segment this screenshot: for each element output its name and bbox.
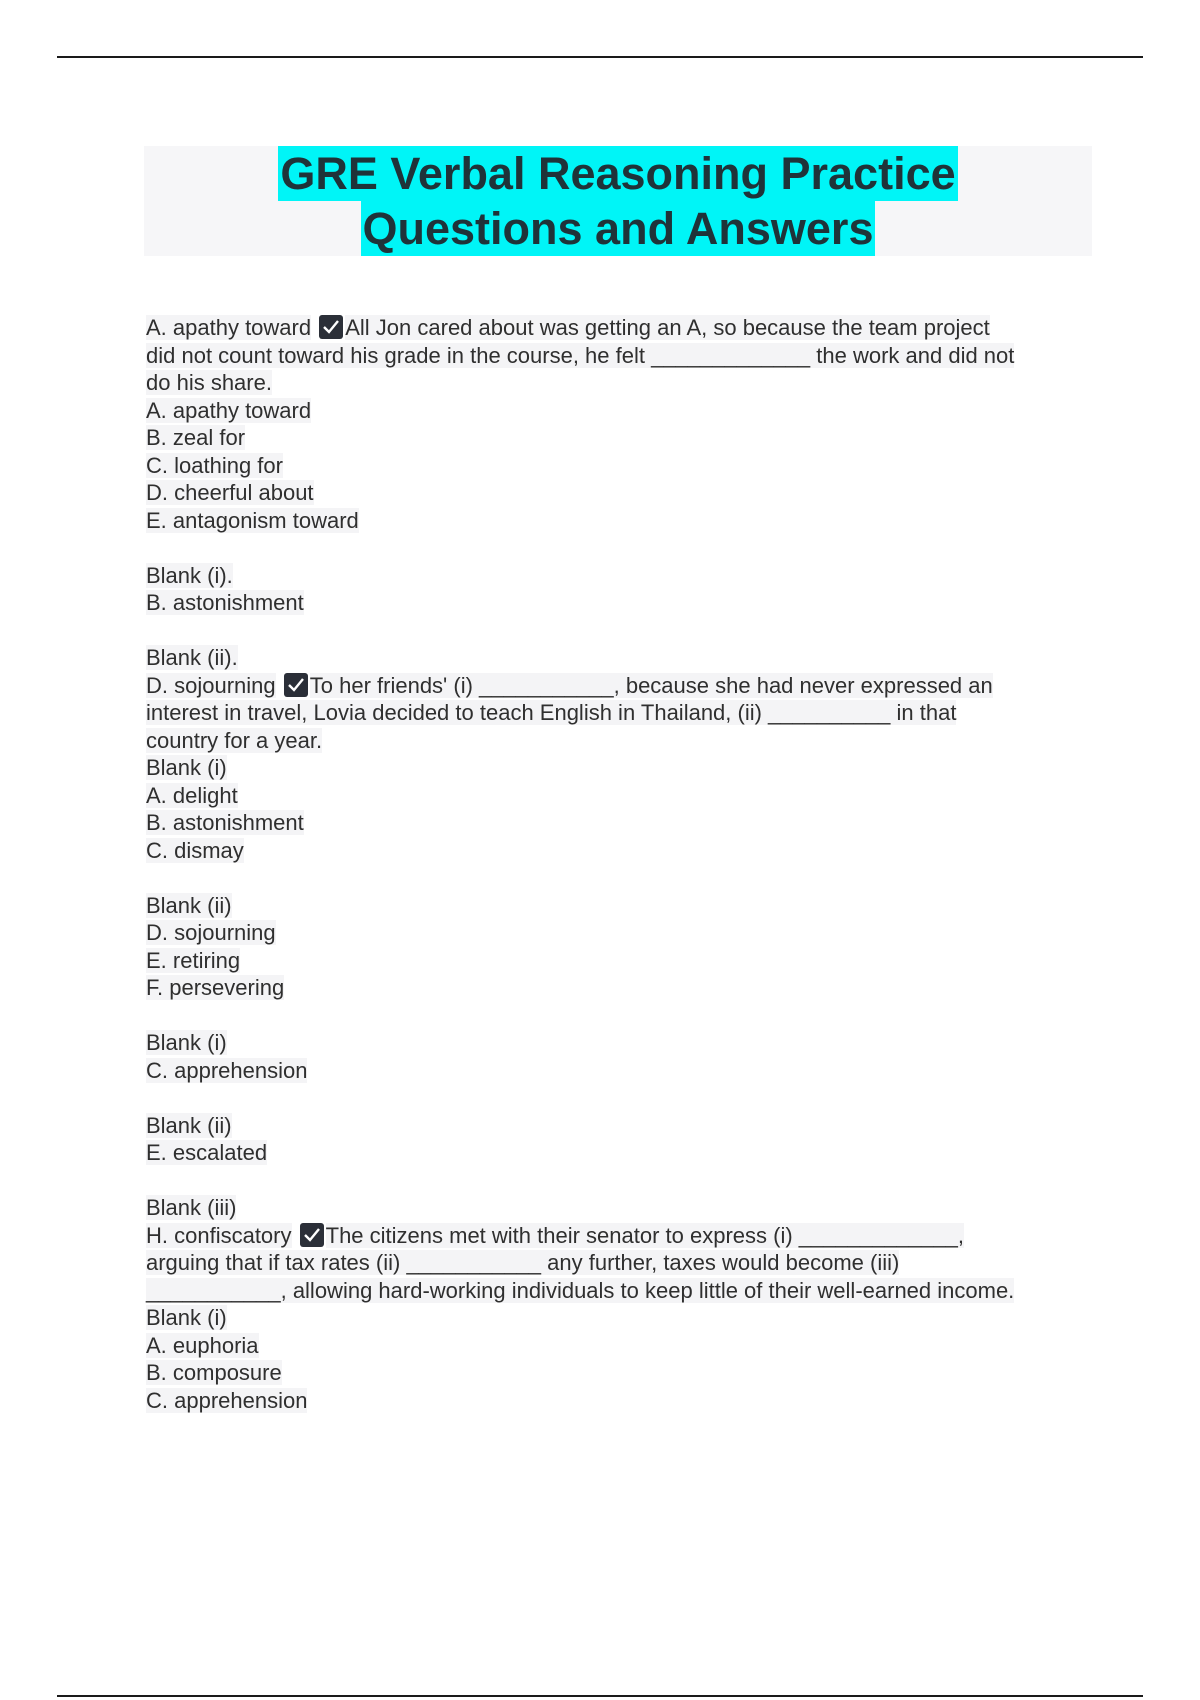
q3-blank1-answer-row [146,1057,1092,1085]
list-item [146,452,1092,480]
q1-stem-line-1: All Jon cared about was getting an A, so because the team project [345,315,990,340]
check-icon [284,673,308,697]
title-line-1: GRE Verbal Reasoning Practice [280,148,956,199]
q2-blank2-label: Blank (ii). [146,645,238,670]
q3-option-a: A. euphoria [146,1332,259,1358]
q2-blank1-label: Blank (i). [146,562,233,588]
q2-blank1-heading: Blank (i) [146,755,227,780]
q2-answer-line [146,672,1092,700]
q2-blank1-heading-row [146,754,1092,782]
q3-blank2-answer: E. escalated [146,1140,268,1165]
document-body [146,314,1092,1414]
list-item [146,837,1092,865]
list-item [146,974,1092,1002]
q2-blank1-label-row [146,562,1092,590]
q3-answer-line [146,1222,1092,1250]
list-item [146,507,1092,535]
q3-blank2-label-row [146,1112,1092,1140]
q2-stem-line-3-row [146,727,1092,755]
q1-stem-line-3: do his share. [146,370,272,395]
check-icon [300,1223,324,1247]
q3-stem-line-2: arguing that if tax rates (ii) ___________ any further, taxes would become (iii) [146,1250,900,1275]
list-item [146,809,1092,837]
list-item [146,947,1092,975]
q2-stem-line-3: country for a year. [146,727,323,753]
q1-option-d: D. cheerful about [146,480,314,505]
q3-blank2-label: Blank (ii) [146,1112,232,1138]
q2-option-c: C. dismay [146,837,244,863]
q1-option-a: A. apathy toward [146,397,312,423]
q1-stem-line-3-row [146,369,1092,397]
q3-blank1-label: Blank (i) [146,1030,227,1055]
bottom-rule [57,1695,1143,1697]
q1-answer-line [146,314,1092,342]
q2-blank1-answer: B. astonishment [146,590,304,615]
check-icon [319,315,343,339]
q3-blank3-label: Blank (iii) [146,1195,237,1220]
q3-blank1-heading: Blank (i) [146,1305,227,1330]
q2-stem-line-2-row [146,699,1092,727]
q3-blank3-label-row [146,1194,1092,1222]
q3-stem-line-2-row [146,1249,1092,1277]
list-item [146,919,1092,947]
q2-option-e: E. retiring [146,947,241,973]
q2-blank2-heading: Blank (ii) [146,892,232,918]
q1-option-b: B. zeal for [146,425,246,450]
q3-stem-line-3-row [146,1277,1092,1305]
q3-option-c: C. apprehension [146,1387,308,1413]
q3-stem-line-3: ___________, allowing hard-working individuals to keep little of their well-earned income. [146,1277,1015,1303]
list-item [146,1359,1092,1387]
q1-option-c: C. loathing for [146,452,283,478]
q1-option-e: E. antagonism toward [146,507,359,533]
q2-option-a: A. delight [146,782,238,808]
title-band [144,146,1092,256]
list-item [146,782,1092,810]
q1-answer: A. apathy toward [146,315,312,340]
top-rule [57,56,1143,58]
q3-blank1-label-row [146,1029,1092,1057]
q3-blank1-answer: C. apprehension [146,1057,308,1083]
q3-option-b: B. composure [146,1360,282,1385]
list-item [146,1387,1092,1415]
list-item [146,479,1092,507]
q2-option-f: F. persevering [146,975,285,1000]
list-item [146,397,1092,425]
q2-stem-line-1: To her friends' (i) ___________, because she had never expressed an [309,672,993,698]
q2-blank2-label-row [146,644,1092,672]
list-item [146,424,1092,452]
q1-stem-line-2-row [146,342,1092,370]
page-title [144,146,1092,256]
q2-blank1-answer-row [146,589,1092,617]
q2-option-b: B. astonishment [146,810,304,835]
q2-stem-line-2: interest in travel, Lovia decided to teach English in Thailand, (ii) __________ in that [146,700,957,725]
list-item [146,1332,1092,1360]
q3-blank1-heading-row [146,1304,1092,1332]
title-line-2: Questions and Answers [362,203,874,254]
q3-stem-line-1: The citizens met with their senator to express (i) _____________, [325,1222,964,1248]
q2-option-d: D. sojourning [146,920,276,945]
q3-answer: H. confiscatory [146,1222,292,1248]
q2-answer: D. sojourning [146,672,276,698]
q1-stem-line-2: did not count toward his grade in the course, he felt _____________ the work and did not [146,342,1015,368]
q2-blank2-heading-row [146,892,1092,920]
q3-blank2-answer-row [146,1139,1092,1167]
